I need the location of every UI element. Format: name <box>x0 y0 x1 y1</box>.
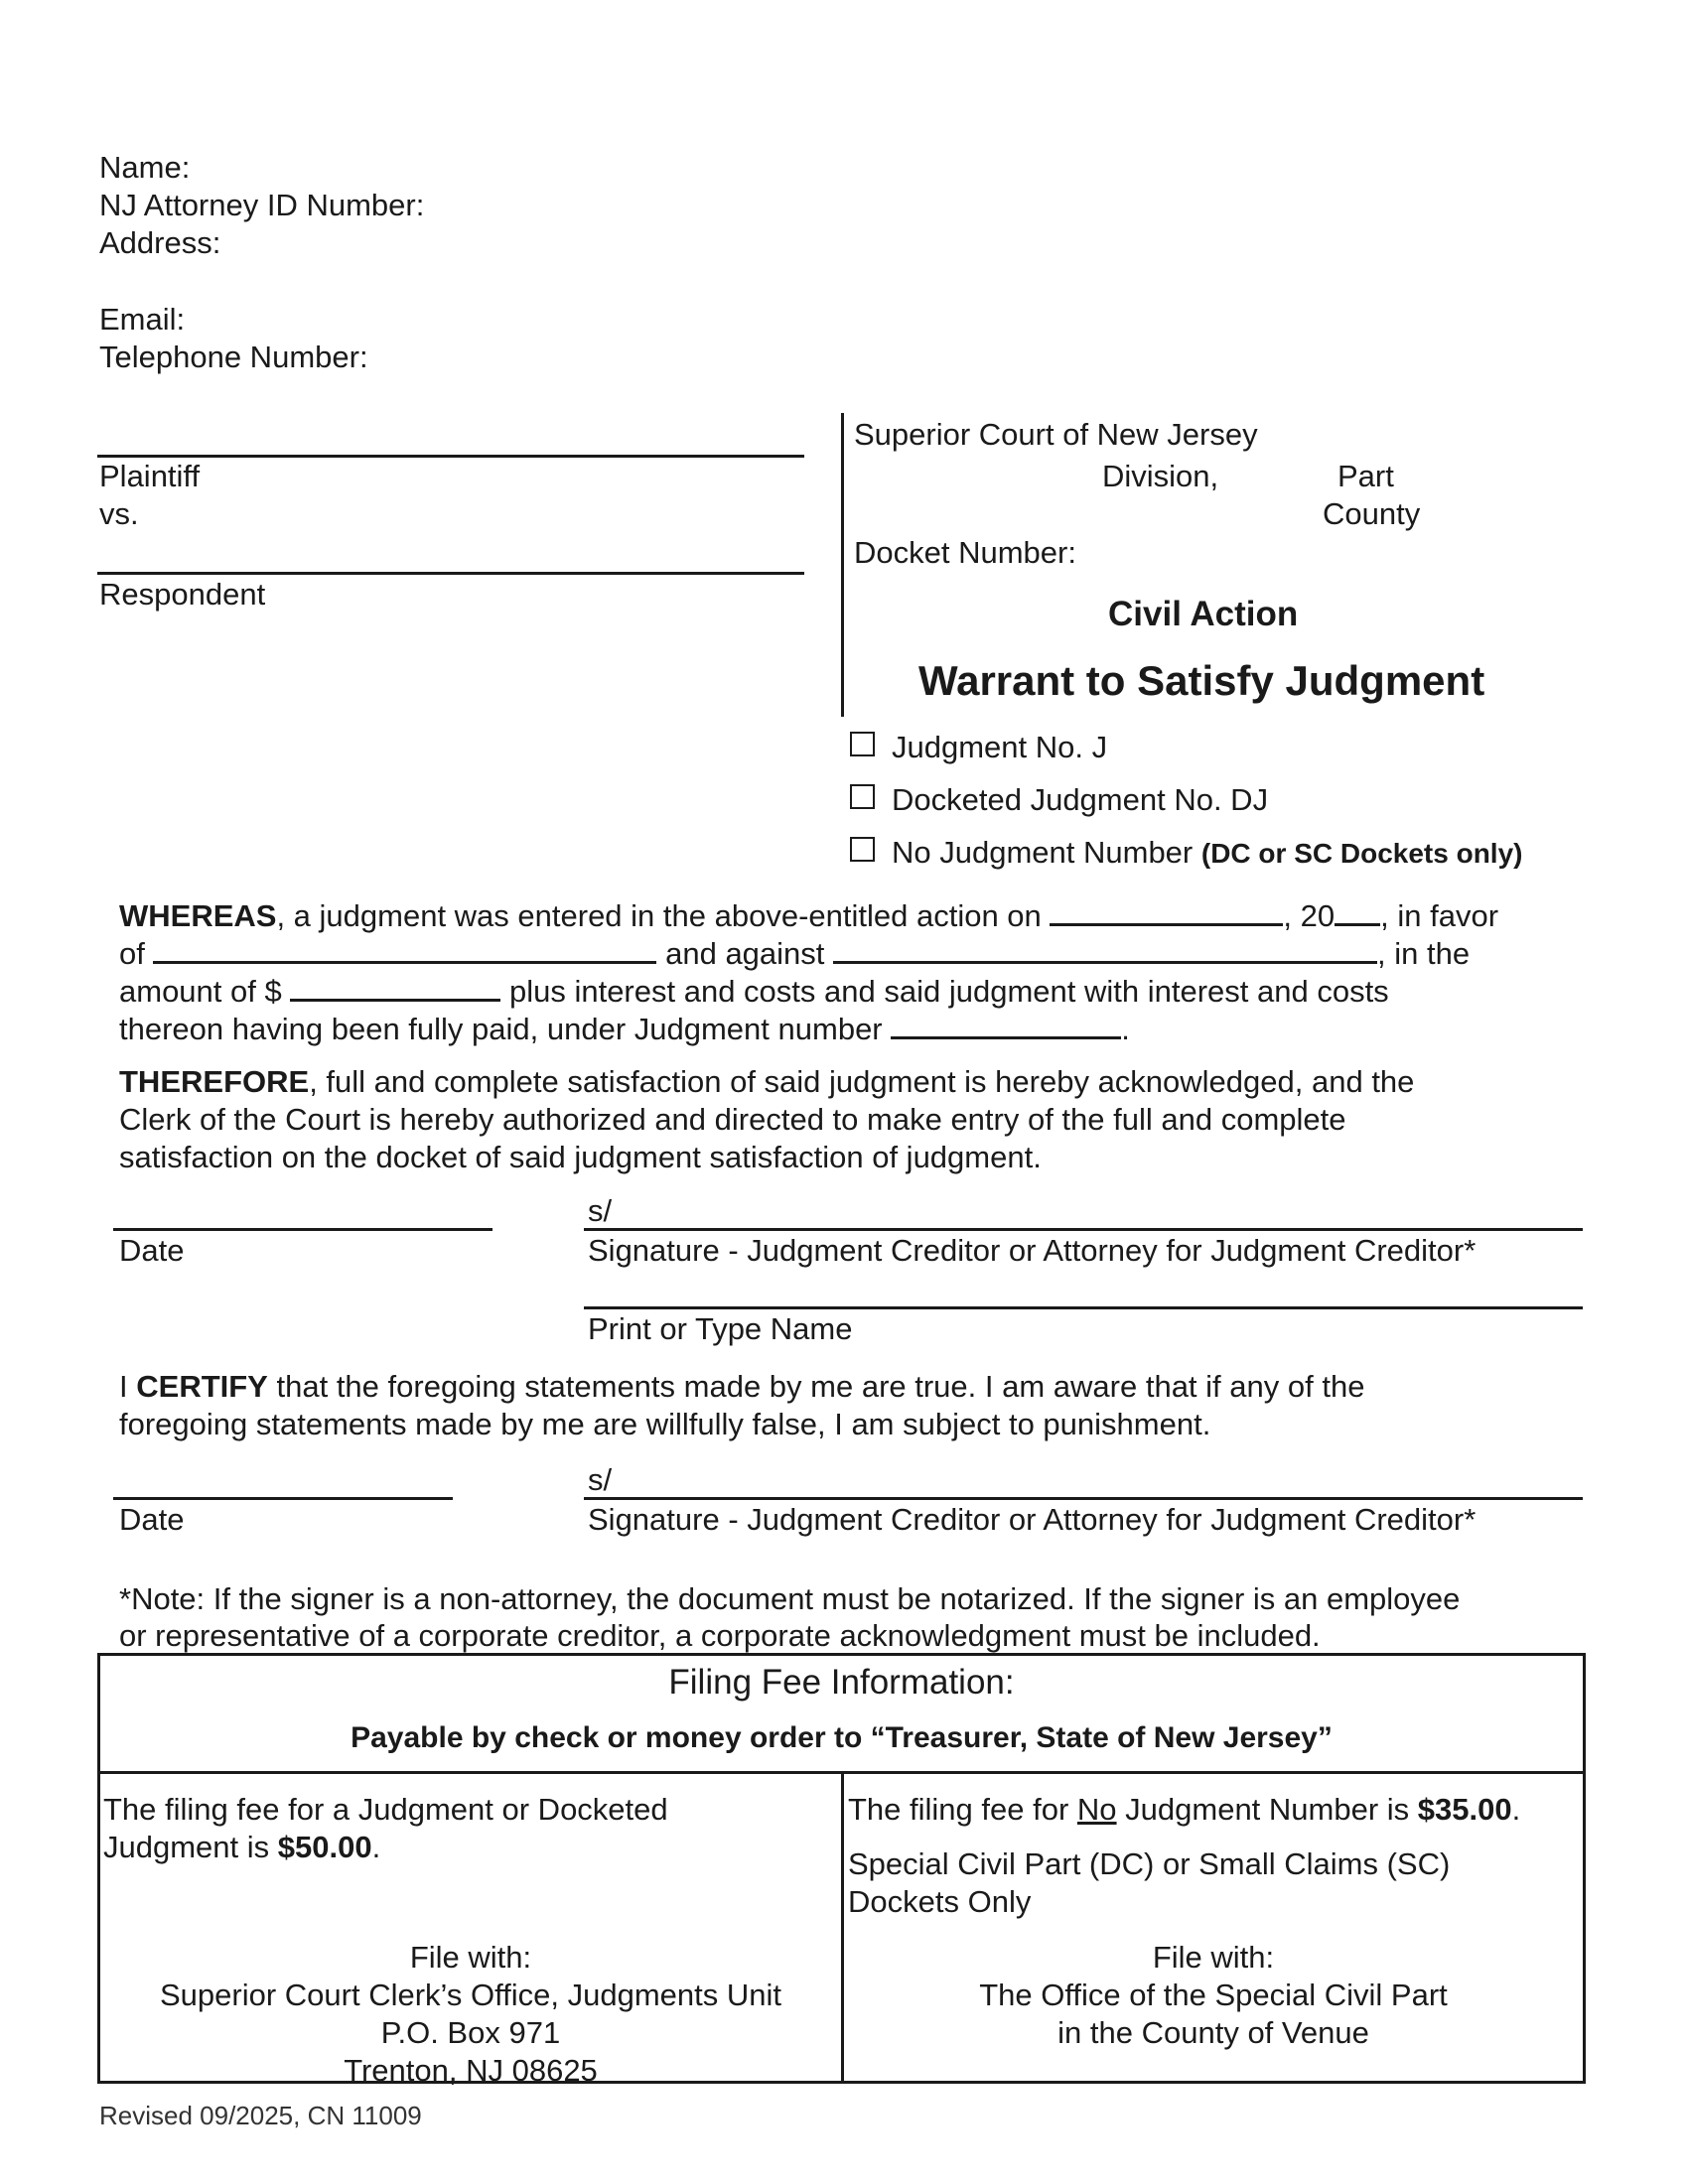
fee-table-title: Filing Fee Information: <box>668 1663 1015 1702</box>
division-label: Division, <box>1102 459 1219 493</box>
docketed-judgment-label: Docketed Judgment No. DJ <box>892 782 1269 817</box>
judgment-no-label: Judgment No. J <box>892 730 1108 764</box>
docketed-judgment-checkbox[interactable] <box>850 784 875 809</box>
left-address-1: Superior Court Clerk’s Office, Judgments Unit <box>160 1978 781 2012</box>
note-line-1: *Note: If the signer is a non-attorney, the document must be notarized. If the signer is an employee <box>119 1581 1461 1616</box>
certify-line-1 <box>119 1368 1364 1407</box>
right-fee-line-1 <box>848 1791 1520 1830</box>
whereas-text-1: , a judgment was entered in the above-entitled action on <box>276 898 1042 933</box>
county-label: County <box>1323 496 1421 531</box>
sig2-date-line[interactable] <box>113 1497 453 1500</box>
left-fee-period: . <box>371 1830 381 1864</box>
left-address-3: Trenton, NJ 08625 <box>344 2053 598 2088</box>
part-label: Part <box>1337 459 1394 493</box>
left-fee-line-2 <box>103 1829 380 1867</box>
whereas-text-8: plus interest and costs and said judgment with interest and costs <box>508 974 1389 1009</box>
certify-text-1: that the foregoing statements made by me are true. I am aware that if any of the <box>276 1369 1365 1404</box>
whereas-line-2 <box>119 933 1470 974</box>
right-fee-period: . <box>1511 1792 1521 1827</box>
respondent-label: Respondent <box>99 577 266 612</box>
attorney-id-label: NJ Attorney ID Number: <box>99 188 425 222</box>
judgment-date-field[interactable] <box>1050 895 1283 926</box>
right-fee-text-2: Judgment Number is <box>1116 1792 1418 1827</box>
sig2-date-label: Date <box>119 1502 185 1537</box>
sig1-s-prefix: s/ <box>588 1193 613 1228</box>
whereas-text-4: of <box>119 936 145 971</box>
amount-field[interactable] <box>290 971 500 1002</box>
sig1-signature-label: Signature - Judgment Creditor or Attorney for Judgment Creditor* <box>588 1233 1477 1268</box>
dc-sc-note: (DC or SC Dockets only) <box>1200 838 1523 869</box>
sig1-date-label: Date <box>119 1233 185 1268</box>
address-label: Address: <box>99 225 221 260</box>
plaintiff-label: Plaintiff <box>99 459 201 493</box>
whereas-text-5: and against <box>665 936 825 971</box>
certify-pre: I <box>119 1369 128 1404</box>
caption-divider <box>841 413 844 717</box>
page-title: Warrant to Satisfy Judgment <box>918 657 1485 704</box>
whereas-text-7: amount of $ <box>119 974 282 1009</box>
no-judgment-number-text: No Judgment Number <box>892 835 1194 870</box>
civil-action-heading: Civil Action <box>1108 595 1299 633</box>
against-field[interactable] <box>833 933 1377 964</box>
print-name-line[interactable] <box>584 1306 1583 1309</box>
whereas-lead: WHEREAS <box>119 898 277 933</box>
sig2-signature-label: Signature - Judgment Creditor or Attorney for Judgment Creditor* <box>588 1502 1477 1537</box>
therefore-line-2: Clerk of the Court is hereby authorized and directed to make entry of the full and complete <box>119 1102 1346 1137</box>
therefore-lead: THEREFORE <box>119 1064 310 1099</box>
right-fee-line-2: Special Civil Part (DC) or Small Claims (SC) <box>848 1846 1451 1881</box>
vs-label: vs. <box>99 496 139 531</box>
fee-payable-line: Payable by check or money order to “Treasurer, State of New Jersey” <box>351 1721 1333 1754</box>
therefore-text-1: , full and complete satisfaction of said judgment is hereby acknowledged, and the <box>309 1064 1415 1099</box>
no-judgment-number-label <box>892 834 1522 873</box>
therefore-line-1 <box>119 1063 1414 1102</box>
right-address-1: The Office of the Special Civil Part <box>979 1978 1448 2012</box>
left-fee-text: Judgment is <box>103 1830 278 1864</box>
court-name: Superior Court of New Jersey <box>854 417 1258 452</box>
revision-footer: Revised 09/2025, CN 11009 <box>99 2101 422 2130</box>
note-line-2: or representative of a corporate creditor, a corporate acknowledgment must be included. <box>119 1618 1321 1653</box>
whereas-text-6: , in the <box>1377 936 1471 971</box>
whereas-line-3 <box>119 971 1389 1012</box>
in-favor-of-field[interactable] <box>153 933 656 964</box>
certify-lead: CERTIFY <box>136 1369 268 1404</box>
email-label: Email: <box>99 302 186 337</box>
right-fee-line-3: Dockets Only <box>848 1884 1032 1919</box>
sig2-s-prefix: s/ <box>588 1462 613 1497</box>
left-fee-line-1: The filing fee for a Judgment or Docketed <box>103 1792 668 1827</box>
whereas-line-4 <box>119 1009 1130 1049</box>
whereas-line-1 <box>119 895 1498 936</box>
whereas-text-2: , 20 <box>1283 898 1336 933</box>
sig2-signature-line[interactable] <box>584 1497 1583 1500</box>
therefore-line-3: satisfaction on the docket of said judgment satisfaction of judgment. <box>119 1140 1042 1174</box>
sig1-signature-line[interactable] <box>584 1228 1583 1231</box>
name-label: Name: <box>99 150 191 185</box>
left-fee-amount: $50.00 <box>277 1830 372 1864</box>
left-file-with: File with: <box>409 1940 532 1975</box>
right-fee-text-1: The filing fee for <box>848 1792 1077 1827</box>
right-fee-amount: $35.00 <box>1417 1792 1512 1827</box>
plaintiff-line[interactable] <box>97 455 804 458</box>
no-judgment-number-checkbox[interactable] <box>850 837 875 862</box>
right-address-2: in the County of Venue <box>1057 2015 1369 2050</box>
whereas-text-3: , in favor <box>1380 898 1499 933</box>
print-name-label: Print or Type Name <box>588 1311 853 1346</box>
right-fee-no: No <box>1076 1792 1117 1827</box>
docket-number-label: Docket Number: <box>854 535 1076 570</box>
left-address-2: P.O. Box 971 <box>380 2015 561 2050</box>
telephone-label: Telephone Number: <box>99 340 368 374</box>
judgment-year-field[interactable] <box>1335 895 1380 926</box>
whereas-text-9: thereon having been fully paid, under Judgment number <box>119 1012 883 1046</box>
sig1-date-line[interactable] <box>113 1228 492 1231</box>
certify-line-2: foregoing statements made by me are willfully false, I am subject to punishment. <box>119 1407 1211 1441</box>
judgment-number-field[interactable] <box>891 1009 1121 1039</box>
whereas-text-10: . <box>1121 1012 1130 1046</box>
judgment-no-checkbox[interactable] <box>850 732 875 756</box>
right-file-with: File with: <box>1152 1940 1275 1975</box>
respondent-line[interactable] <box>97 572 804 575</box>
